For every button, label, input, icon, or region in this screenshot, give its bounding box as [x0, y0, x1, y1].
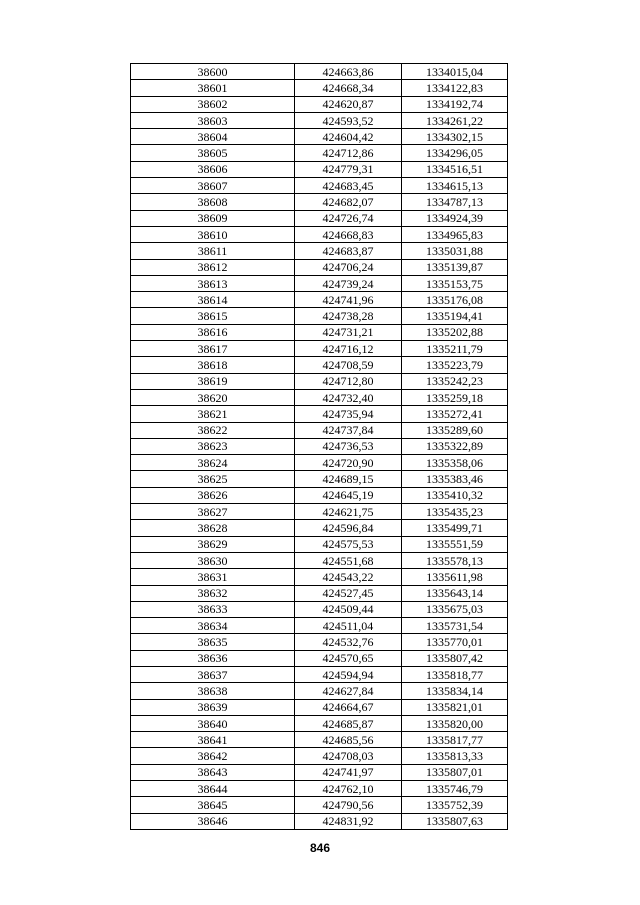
point-number-cell: 38644 — [131, 781, 295, 797]
point-number-cell: 38604 — [131, 129, 295, 145]
table-row — [131, 732, 508, 748]
point-number-cell: 38617 — [131, 341, 295, 357]
y-coordinate-cell: 1335410,32 — [402, 487, 508, 503]
point-number-cell: 38605 — [131, 145, 295, 161]
table-row — [131, 715, 508, 731]
table-row — [131, 275, 508, 291]
table-row — [131, 178, 508, 194]
x-coordinate-cell: 424620,87 — [295, 96, 402, 112]
x-coordinate-cell: 424604,42 — [295, 129, 402, 145]
point-number-cell: 38609 — [131, 210, 295, 226]
y-coordinate-cell: 1334924,39 — [402, 210, 508, 226]
table-row — [131, 552, 508, 568]
table-row — [131, 748, 508, 764]
point-number-cell: 38634 — [131, 618, 295, 634]
y-coordinate-cell: 1335194,41 — [402, 308, 508, 324]
y-coordinate-cell: 1335807,63 — [402, 813, 508, 829]
y-coordinate-cell: 1335834,14 — [402, 683, 508, 699]
table-row — [131, 781, 508, 797]
table-row — [131, 683, 508, 699]
y-coordinate-cell: 1335202,88 — [402, 324, 508, 340]
point-number-cell: 38627 — [131, 504, 295, 520]
x-coordinate-cell: 424732,40 — [295, 389, 402, 405]
point-number-cell: 38632 — [131, 585, 295, 601]
point-number-cell: 38613 — [131, 275, 295, 291]
y-coordinate-cell: 1335211,79 — [402, 341, 508, 357]
x-coordinate-cell: 424712,86 — [295, 145, 402, 161]
x-coordinate-cell: 424736,53 — [295, 438, 402, 454]
y-coordinate-cell: 1335358,06 — [402, 455, 508, 471]
x-coordinate-cell: 424685,87 — [295, 715, 402, 731]
table-row — [131, 601, 508, 617]
x-coordinate-cell: 424712,80 — [295, 373, 402, 389]
table-row — [131, 194, 508, 210]
x-coordinate-cell: 424621,75 — [295, 504, 402, 520]
x-coordinate-cell: 424663,86 — [295, 64, 402, 80]
point-number-cell: 38611 — [131, 243, 295, 259]
point-number-cell: 38630 — [131, 552, 295, 568]
x-coordinate-cell: 424720,90 — [295, 455, 402, 471]
point-number-cell: 38636 — [131, 650, 295, 666]
x-coordinate-cell: 424831,92 — [295, 813, 402, 829]
table-row — [131, 813, 508, 829]
point-number-cell: 38638 — [131, 683, 295, 699]
point-number-cell: 38608 — [131, 194, 295, 210]
x-coordinate-cell: 424551,68 — [295, 552, 402, 568]
table-row — [131, 80, 508, 96]
x-coordinate-cell: 424682,07 — [295, 194, 402, 210]
y-coordinate-cell: 1335153,75 — [402, 275, 508, 291]
x-coordinate-cell: 424708,03 — [295, 748, 402, 764]
point-number-cell: 38642 — [131, 748, 295, 764]
x-coordinate-cell: 424575,53 — [295, 536, 402, 552]
y-coordinate-cell: 1335551,59 — [402, 536, 508, 552]
y-coordinate-cell: 1335259,18 — [402, 389, 508, 405]
table-row — [131, 64, 508, 80]
table-row — [131, 650, 508, 666]
y-coordinate-cell: 1335611,98 — [402, 569, 508, 585]
y-coordinate-cell: 1334122,83 — [402, 80, 508, 96]
table-row — [131, 308, 508, 324]
x-coordinate-cell: 424594,94 — [295, 666, 402, 682]
table-row — [131, 292, 508, 308]
table-row — [131, 161, 508, 177]
table-row — [131, 210, 508, 226]
y-coordinate-cell: 1335746,79 — [402, 781, 508, 797]
y-coordinate-cell: 1334302,15 — [402, 129, 508, 145]
point-number-cell: 38635 — [131, 634, 295, 650]
point-number-cell: 38622 — [131, 422, 295, 438]
table-row — [131, 259, 508, 275]
point-number-cell: 38610 — [131, 226, 295, 242]
table-row — [131, 666, 508, 682]
x-coordinate-cell: 424716,12 — [295, 341, 402, 357]
x-coordinate-cell: 424543,22 — [295, 569, 402, 585]
x-coordinate-cell: 424762,10 — [295, 781, 402, 797]
point-number-cell: 38601 — [131, 80, 295, 96]
point-number-cell: 38629 — [131, 536, 295, 552]
point-number-cell: 38618 — [131, 357, 295, 373]
x-coordinate-cell: 424664,67 — [295, 699, 402, 715]
y-coordinate-cell: 1335176,08 — [402, 292, 508, 308]
point-number-cell: 38626 — [131, 487, 295, 503]
y-coordinate-cell: 1335752,39 — [402, 797, 508, 813]
y-coordinate-cell: 1335435,23 — [402, 504, 508, 520]
x-coordinate-cell: 424689,15 — [295, 471, 402, 487]
x-coordinate-cell: 424532,76 — [295, 634, 402, 650]
table-row — [131, 373, 508, 389]
x-coordinate-cell: 424683,87 — [295, 243, 402, 259]
point-number-cell: 38639 — [131, 699, 295, 715]
point-number-cell: 38628 — [131, 520, 295, 536]
y-coordinate-cell: 1335807,01 — [402, 764, 508, 780]
x-coordinate-cell: 424706,24 — [295, 259, 402, 275]
table-row — [131, 145, 508, 161]
y-coordinate-cell: 1334261,22 — [402, 112, 508, 128]
point-number-cell: 38641 — [131, 732, 295, 748]
x-coordinate-cell: 424738,28 — [295, 308, 402, 324]
x-coordinate-cell: 424735,94 — [295, 406, 402, 422]
x-coordinate-cell: 424511,04 — [295, 618, 402, 634]
point-number-cell: 38621 — [131, 406, 295, 422]
x-coordinate-cell: 424593,52 — [295, 112, 402, 128]
point-number-cell: 38645 — [131, 797, 295, 813]
table-row — [131, 699, 508, 715]
table-row — [131, 243, 508, 259]
table-row — [131, 471, 508, 487]
table-row — [131, 618, 508, 634]
x-coordinate-cell: 424731,21 — [295, 324, 402, 340]
x-coordinate-cell: 424509,44 — [295, 601, 402, 617]
x-coordinate-cell: 424645,19 — [295, 487, 402, 503]
x-coordinate-cell: 424668,83 — [295, 226, 402, 242]
coordinates-table-body — [131, 64, 508, 830]
point-number-cell: 38623 — [131, 438, 295, 454]
y-coordinate-cell: 1334192,74 — [402, 96, 508, 112]
table-row — [131, 504, 508, 520]
table-row — [131, 585, 508, 601]
table-row — [131, 112, 508, 128]
x-coordinate-cell: 424726,74 — [295, 210, 402, 226]
y-coordinate-cell: 1335675,03 — [402, 601, 508, 617]
point-number-cell: 38646 — [131, 813, 295, 829]
table-row — [131, 634, 508, 650]
y-coordinate-cell: 1334965,83 — [402, 226, 508, 242]
y-coordinate-cell: 1334296,05 — [402, 145, 508, 161]
y-coordinate-cell: 1335139,87 — [402, 259, 508, 275]
y-coordinate-cell: 1335731,54 — [402, 618, 508, 634]
point-number-cell: 38615 — [131, 308, 295, 324]
x-coordinate-cell: 424708,59 — [295, 357, 402, 373]
y-coordinate-cell: 1335289,60 — [402, 422, 508, 438]
x-coordinate-cell: 424683,45 — [295, 178, 402, 194]
table-row — [131, 536, 508, 552]
point-number-cell: 38643 — [131, 764, 295, 780]
point-number-cell: 38620 — [131, 389, 295, 405]
x-coordinate-cell: 424790,56 — [295, 797, 402, 813]
table-row — [131, 96, 508, 112]
y-coordinate-cell: 1334615,13 — [402, 178, 508, 194]
table-row — [131, 324, 508, 340]
point-number-cell: 38619 — [131, 373, 295, 389]
point-number-cell: 38600 — [131, 64, 295, 80]
x-coordinate-cell: 424527,45 — [295, 585, 402, 601]
table-row — [131, 438, 508, 454]
x-coordinate-cell: 424668,34 — [295, 80, 402, 96]
y-coordinate-cell: 1335807,42 — [402, 650, 508, 666]
table-row — [131, 357, 508, 373]
y-coordinate-cell: 1335821,01 — [402, 699, 508, 715]
x-coordinate-cell: 424627,84 — [295, 683, 402, 699]
page-number: 846 — [309, 841, 331, 855]
y-coordinate-cell: 1335031,88 — [402, 243, 508, 259]
point-number-cell: 38631 — [131, 569, 295, 585]
point-number-cell: 38637 — [131, 666, 295, 682]
y-coordinate-cell: 1335499,71 — [402, 520, 508, 536]
table-row — [131, 764, 508, 780]
point-number-cell: 38614 — [131, 292, 295, 308]
coordinates-table — [130, 63, 508, 830]
table-row — [131, 487, 508, 503]
y-coordinate-cell: 1335770,01 — [402, 634, 508, 650]
x-coordinate-cell: 424596,84 — [295, 520, 402, 536]
point-number-cell: 38602 — [131, 96, 295, 112]
y-coordinate-cell: 1335322,89 — [402, 438, 508, 454]
table-row — [131, 569, 508, 585]
y-coordinate-cell: 1334516,51 — [402, 161, 508, 177]
y-coordinate-cell: 1335272,41 — [402, 406, 508, 422]
point-number-cell: 38633 — [131, 601, 295, 617]
table-row — [131, 455, 508, 471]
x-coordinate-cell: 424570,65 — [295, 650, 402, 666]
table-row — [131, 389, 508, 405]
y-coordinate-cell: 1335817,77 — [402, 732, 508, 748]
y-coordinate-cell: 1335242,23 — [402, 373, 508, 389]
x-coordinate-cell: 424741,97 — [295, 764, 402, 780]
point-number-cell: 38603 — [131, 112, 295, 128]
point-number-cell: 38612 — [131, 259, 295, 275]
x-coordinate-cell: 424737,84 — [295, 422, 402, 438]
table-row — [131, 226, 508, 242]
x-coordinate-cell: 424741,96 — [295, 292, 402, 308]
table-row — [131, 341, 508, 357]
y-coordinate-cell: 1334015,04 — [402, 64, 508, 80]
table-row — [131, 406, 508, 422]
point-number-cell: 38616 — [131, 324, 295, 340]
table-row — [131, 520, 508, 536]
y-coordinate-cell: 1335578,13 — [402, 552, 508, 568]
table-row — [131, 422, 508, 438]
x-coordinate-cell: 424739,24 — [295, 275, 402, 291]
y-coordinate-cell: 1335383,46 — [402, 471, 508, 487]
y-coordinate-cell: 1335223,79 — [402, 357, 508, 373]
y-coordinate-cell: 1335820,00 — [402, 715, 508, 731]
table-row — [131, 129, 508, 145]
point-number-cell: 38606 — [131, 161, 295, 177]
y-coordinate-cell: 1335818,77 — [402, 666, 508, 682]
table-row — [131, 797, 508, 813]
x-coordinate-cell: 424779,31 — [295, 161, 402, 177]
y-coordinate-cell: 1335643,14 — [402, 585, 508, 601]
point-number-cell: 38607 — [131, 178, 295, 194]
point-number-cell: 38625 — [131, 471, 295, 487]
point-number-cell: 38640 — [131, 715, 295, 731]
x-coordinate-cell: 424685,56 — [295, 732, 402, 748]
y-coordinate-cell: 1334787,13 — [402, 194, 508, 210]
point-number-cell: 38624 — [131, 455, 295, 471]
y-coordinate-cell: 1335813,33 — [402, 748, 508, 764]
